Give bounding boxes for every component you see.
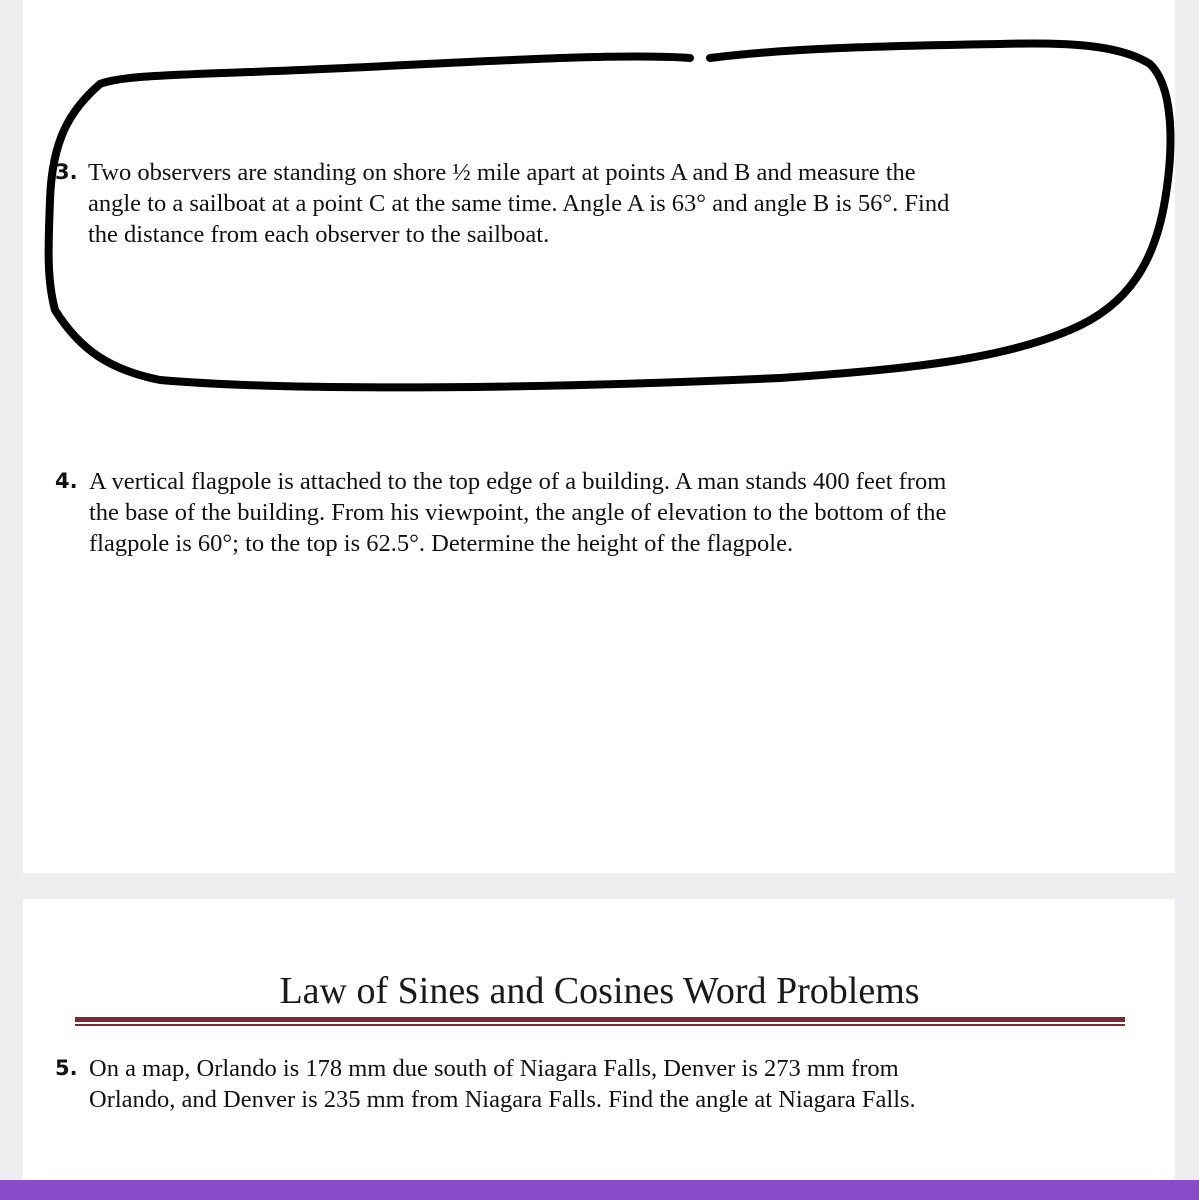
problem-line: the base of the building. From his viewpoint, the angle of elevation to the bottom of the	[89, 499, 947, 526]
problem-number: 4.	[55, 469, 78, 493]
problem-number: 5.	[55, 1056, 78, 1080]
problem-text	[88, 157, 949, 250]
problem-line: Two observers are standing on shore ½ mile apart at points A and B and measure the	[88, 159, 916, 186]
title-rule-thick	[75, 1017, 1125, 1022]
title-rule-thin	[75, 1024, 1125, 1026]
problem-text	[89, 466, 946, 559]
problem-number: 3.	[55, 160, 78, 184]
problem-text	[89, 1053, 916, 1115]
problem-line: A vertical flagpole is attached to the top edge of a building. A man stands 400 feet from	[89, 468, 947, 495]
bottom-bar	[0, 1180, 1199, 1200]
problem-line: On a map, Orlando is 178 mm due south of Niagara Falls, Denver is 273 mm from	[89, 1055, 899, 1082]
problem-line: the distance from each observer to the sailboat.	[88, 221, 550, 248]
problem-line: flagpole is 60°; to the top is 62.5°. Determine the height of the flagpole.	[89, 530, 794, 557]
problem-line: angle to a sailboat at a point C at the same time. Angle A is 63° and angle B is 56°. Find	[88, 190, 950, 217]
problem-line: Orlando, and Denver is 235 mm from Niagara Falls. Find the angle at Niagara Falls.	[89, 1086, 916, 1113]
worksheet-title: Law of Sines and Cosines Word Problems	[279, 970, 920, 1012]
